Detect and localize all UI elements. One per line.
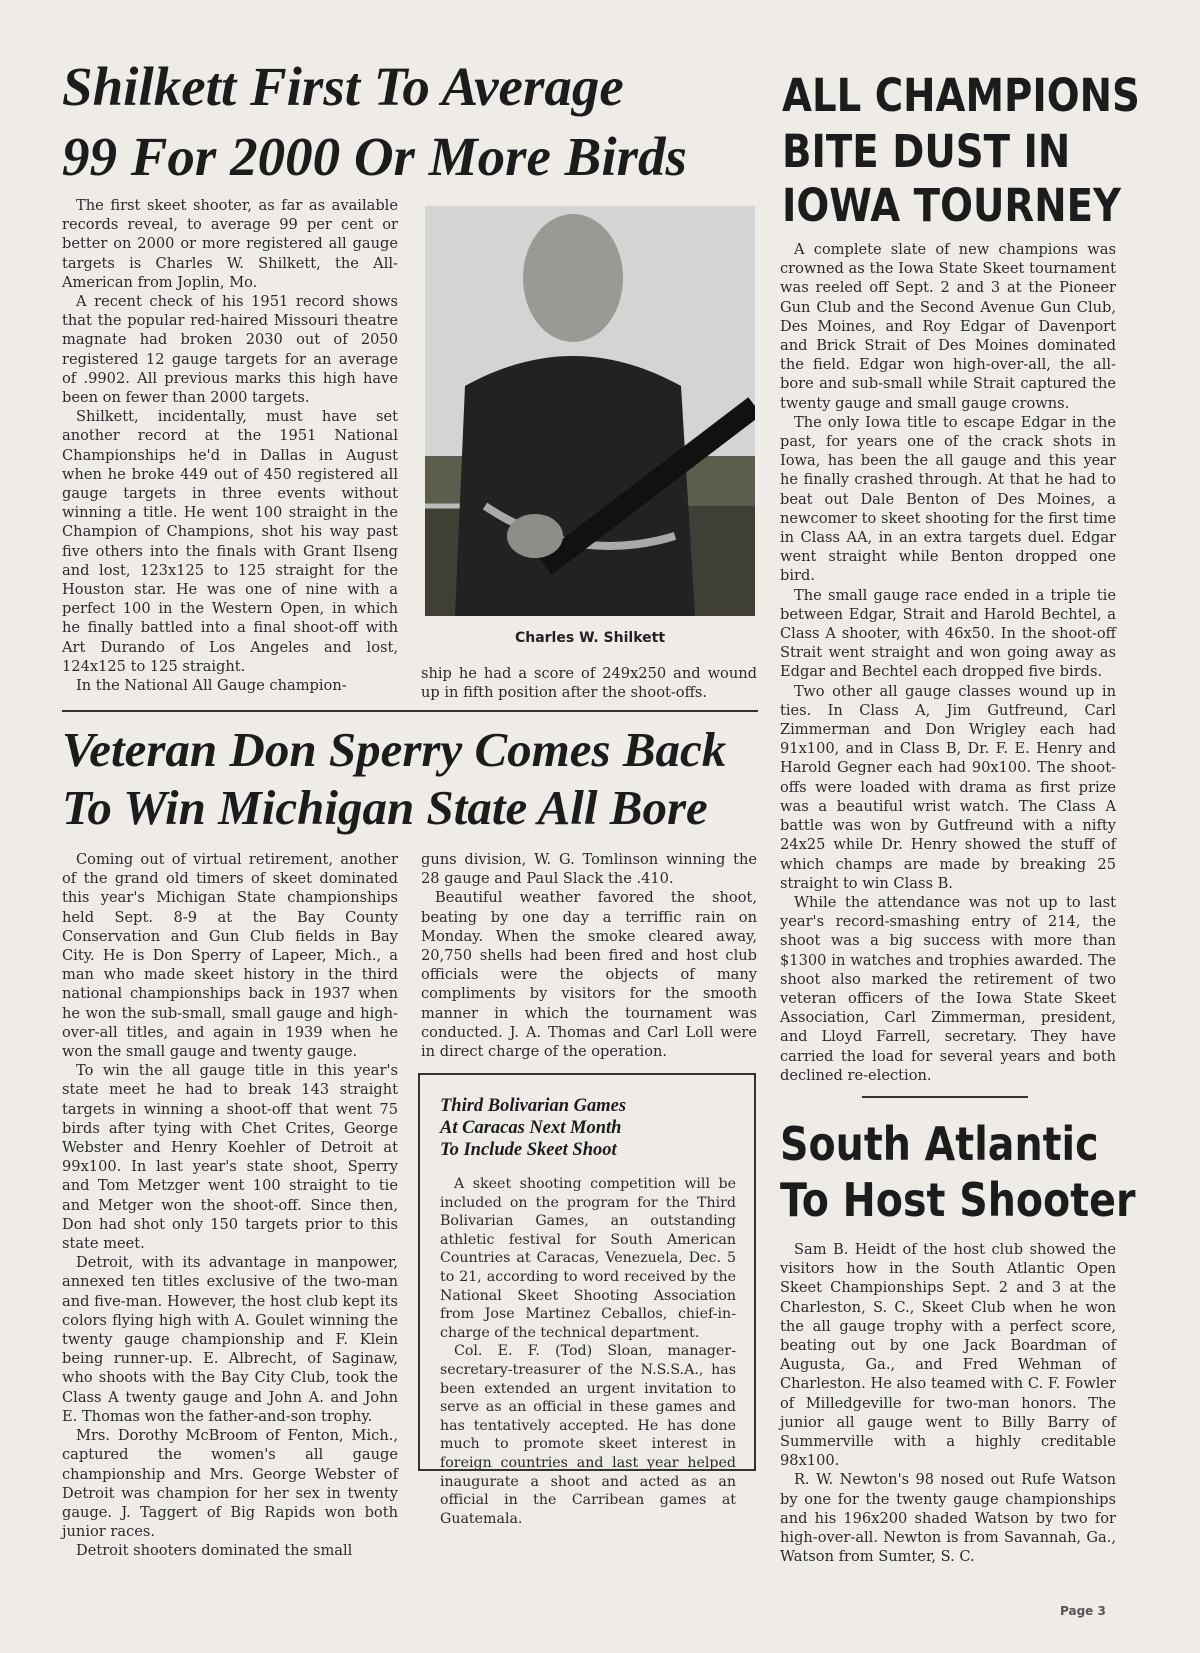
article1-paragraph: A recent check of his 1951 record shows that the popular red-haired Missouri theatre magnate had broken 2030 out of 2050 registered 12 gauge targets for an average of .9902. All previous marks this high have been on fewer than 2000 targets.	[62, 293, 398, 407]
article1-paragraph: The first skeet shooter, as far as available records reveal, to average 99 per cent or better on 2000 or more registered all gauge targets is Charles W. Shilkett, the All-American from Joplin, Mo.	[62, 197, 398, 291]
box-paragraph: A skeet shooting competition will be included on the program for the Third Bolivarian Games, an outstanding athletic festival for South American Countries at Caracas, Venezuela, Dec. 5 to 21, according to word received by the National Skeet Shooting Association from Jose Martinez Ceballos, chief-in-charge of the technical department.	[440, 1176, 736, 1341]
article2-column2	[421, 850, 757, 1061]
article2-paragraph: Detroit shooters dominated the small	[76, 1542, 353, 1560]
article1-paragraph: ship he had a score of 249x250 and wound up in fifth position after the shoot-offs.	[421, 665, 757, 702]
article4-column	[780, 1240, 1116, 1566]
article3-paragraph: The small gauge race ended in a triple tie between Edgar, Strait and Harold Bechtel, a Class A shooter, with 46x50. In the shoot-off Strait went straight and won going away as Edgar and Bechtel each dropped five birds.	[780, 586, 1116, 681]
article1-column1	[62, 196, 398, 695]
article1-headline-line1: Shilkett First To Average	[62, 56, 624, 117]
page-number: Page 3	[1060, 1604, 1106, 1618]
article3-paragraph: The only Iowa title to escape Edgar in the past, for years one of the crack shots in Iowa, has been the all gauge and this year he finally crashed through. At that he had to beat out Dale Benton of Des Moines, a newcomer to skeet shooting for the first time in Class AA, in an extra targets duel. Edgar went straight while Benton dropped one bird.	[780, 413, 1116, 585]
divider-rule-short	[862, 1096, 1028, 1098]
article3-paragraph: Two other all gauge classes wound up in ties. In Class A, Jim Gutfreund, Carl Zimmerman and Don Wrigley each had 91x100, and in Class B, Dr. F. E. Henry and Harold Gegner each had 90x100. The shoot-offs were loaded with drama as first prize was a beautiful wrist watch. The Class A battle was won by Gutfreund with a nifty 24x25 while Dr. Henry showed the stuff of which champs are made by breaking 25 straight to win Class B.	[780, 682, 1116, 892]
divider-rule	[62, 710, 758, 712]
article2-paragraph: guns division, W. G. Tomlinson winning the 28 gauge and Paul Slack the .410.	[421, 851, 757, 888]
article3-paragraph: While the attendance was not up to last year's record-smashing entry of 214, the shoot was a big success with more than $1300 in watches and trophies awarded. The shoot also marked the retirement of two veteran officers of the Iowa State Skeet Association, Carl Zimmerman, president, and Lloyd Farrell, secretary. They have carried the load for several years and both declined re-election.	[780, 893, 1116, 1084]
box-headline-line3: To Include Skeet Shoot	[440, 1140, 617, 1160]
article4-paragraph: Sam B. Heidt of the host club showed the visitors how in the South Atlantic Open Skeet Championships Sept. 2 and 3 at the Charleston, S. C., Skeet Club when he won the all gauge trophy with a perfect score, beating out by one Jack Boardman of Augusta, Ga., and Fred Wehman of Charleston. He also teamed with C. F. Fowler of Milledgeville for two-man honors. The junior all gauge went to Billy Barry of Summerville with a highly creditable 98x100.	[780, 1241, 1116, 1470]
article3-paragraph: A complete slate of new champions was crowned as the Iowa State Skeet tournament was reeled off Sept. 2 and 3 at the Pioneer Gun Club and the Second Avenue Gun Club, Des Moines, and Roy Edgar of Davenport and Brick Strait of Des Moines dominated the field. Edgar won high-over-all, the all-bore and sub-small while Strait captured the twenty gauge and small gauge crowns.	[780, 241, 1116, 412]
article2-headline-line2: To Win Michigan State All Bore	[62, 780, 708, 835]
article4-headline-line2: To Host Shooter	[780, 1173, 1136, 1227]
box-headline-line2: At Caracas Next Month	[440, 1118, 622, 1138]
article2-paragraph: To win the all gauge title in this year's state meet he had to break 143 straight targets in winning a shoot-off that went 75 birds after tying with Chet Crites, George Webster and Henry Koehler of Detroit at 99x100. In last year's state shoot, Sperry and Tom Metzger went 100 straight to tie and Metger won the shoot-off. Since then, Don had shot only 150 targets prior to this state meet.	[62, 1062, 398, 1253]
article3-headline-line1: ALL CHAMPIONS	[782, 69, 1140, 122]
shilkett-portrait-icon	[425, 206, 755, 616]
article3-headline-line2: BITE DUST IN	[782, 125, 1071, 178]
article1-paragraph: In the National All Gauge champion-	[76, 677, 347, 695]
box-body	[440, 1175, 736, 1528]
article4-paragraph: R. W. Newton's 98 nosed out Rufe Watson by one for the twenty gauge championships and his 196x200 shaded Watson by two for high-over-all. Newton is from Savannah, Ga., Watson from Sumter, S. C.	[780, 1471, 1116, 1566]
bolivarian-games-box	[418, 1073, 756, 1527]
article2-paragraph: Detroit, with its advantage in manpower, annexed ten titles exclusive of the two-man and five-man. However, the host club kept its colors flying high with A. Goulet winning the twenty gauge championship and F. Klein being runner-up. E. Albrecht, of Saginaw, who shoots with the Bay City Club, took the Class A twenty gauge and John A. and John E. Thomas won the father-and-son trophy.	[62, 1254, 398, 1425]
photo-caption: Charles W. Shilkett	[514, 630, 666, 646]
article1-headline-line2: 99 For 2000 Or More Birds	[62, 126, 687, 187]
shilkett-photo	[425, 206, 755, 616]
article3-headline-line3: IOWA TOURNEY	[782, 179, 1122, 232]
article2-headline-line1: Veteran Don Sperry Comes Back	[62, 722, 727, 777]
box-headline-line1: Third Bolivarian Games	[440, 1096, 627, 1116]
box-paragraph: Col. E. F. (Tod) Sloan, manager-secretary-treasurer of the N.S.S.A., has been extended an urgent invitation to serve as an official in these games and has tentatively accepted. He has done much to promote skeet interest in foreign countries and last year helped inaugurate a shoot and acted as an official in the Carribean games at Guatemala.	[440, 1343, 736, 1527]
article1-paragraph: Shilkett, incidentally, must have set another record at the 1951 National Championships he'd in Dallas in August when he broke 449 out of 450 registered all gauge targets in three events without winning a title. He went 100 straight in the Champion of Champions, shot his way past five others into the finals with Grant Ilseng and lost, 123x125 to 125 straight for the Houston star. He was one of nine with a perfect 100 in the Western Open, in which he finally battled into a final shoot-off with Art Durando of Los Angeles and lost, 124x125 to 125 straight.	[62, 408, 398, 675]
article2-column1	[62, 850, 398, 1561]
article1-column2	[421, 664, 757, 702]
article3-column	[780, 240, 1116, 1085]
article2-paragraph: Mrs. Dorothy McBroom of Fenton, Mich., captured the women's all gauge championship and Mrs. George Webster of Detroit was champion for her sex in twenty gauge. J. Taggert of Big Rapids won both junior races.	[62, 1427, 398, 1541]
article4-headline-line1: South Atlantic	[780, 1117, 1099, 1171]
article2-paragraph: Beautiful weather favored the shoot, beating by one day a terriffic rain on Monday. When the smoke cleared away, 20,750 shells had been fired and host club officials were the objects of many compliments by visitors for the smooth manner in which the tournament was conducted. J. A. Thomas and Carl Loll were in direct charge of the operation.	[421, 889, 757, 1061]
article2-paragraph: Coming out of virtual retirement, another of the grand old timers of skeet dominated this year's Michigan State championships held Sept. 8-9 at the Bay County Conservation and Gun Club fields in Bay City. He is Don Sperry of Lapeer, Mich., a man who made skeet history in the third national championships back in 1937 when he won the sub-small, small gauge and high-over-all titles, and again in 1939 when he won the small gauge and twenty gauge.	[62, 851, 398, 1061]
